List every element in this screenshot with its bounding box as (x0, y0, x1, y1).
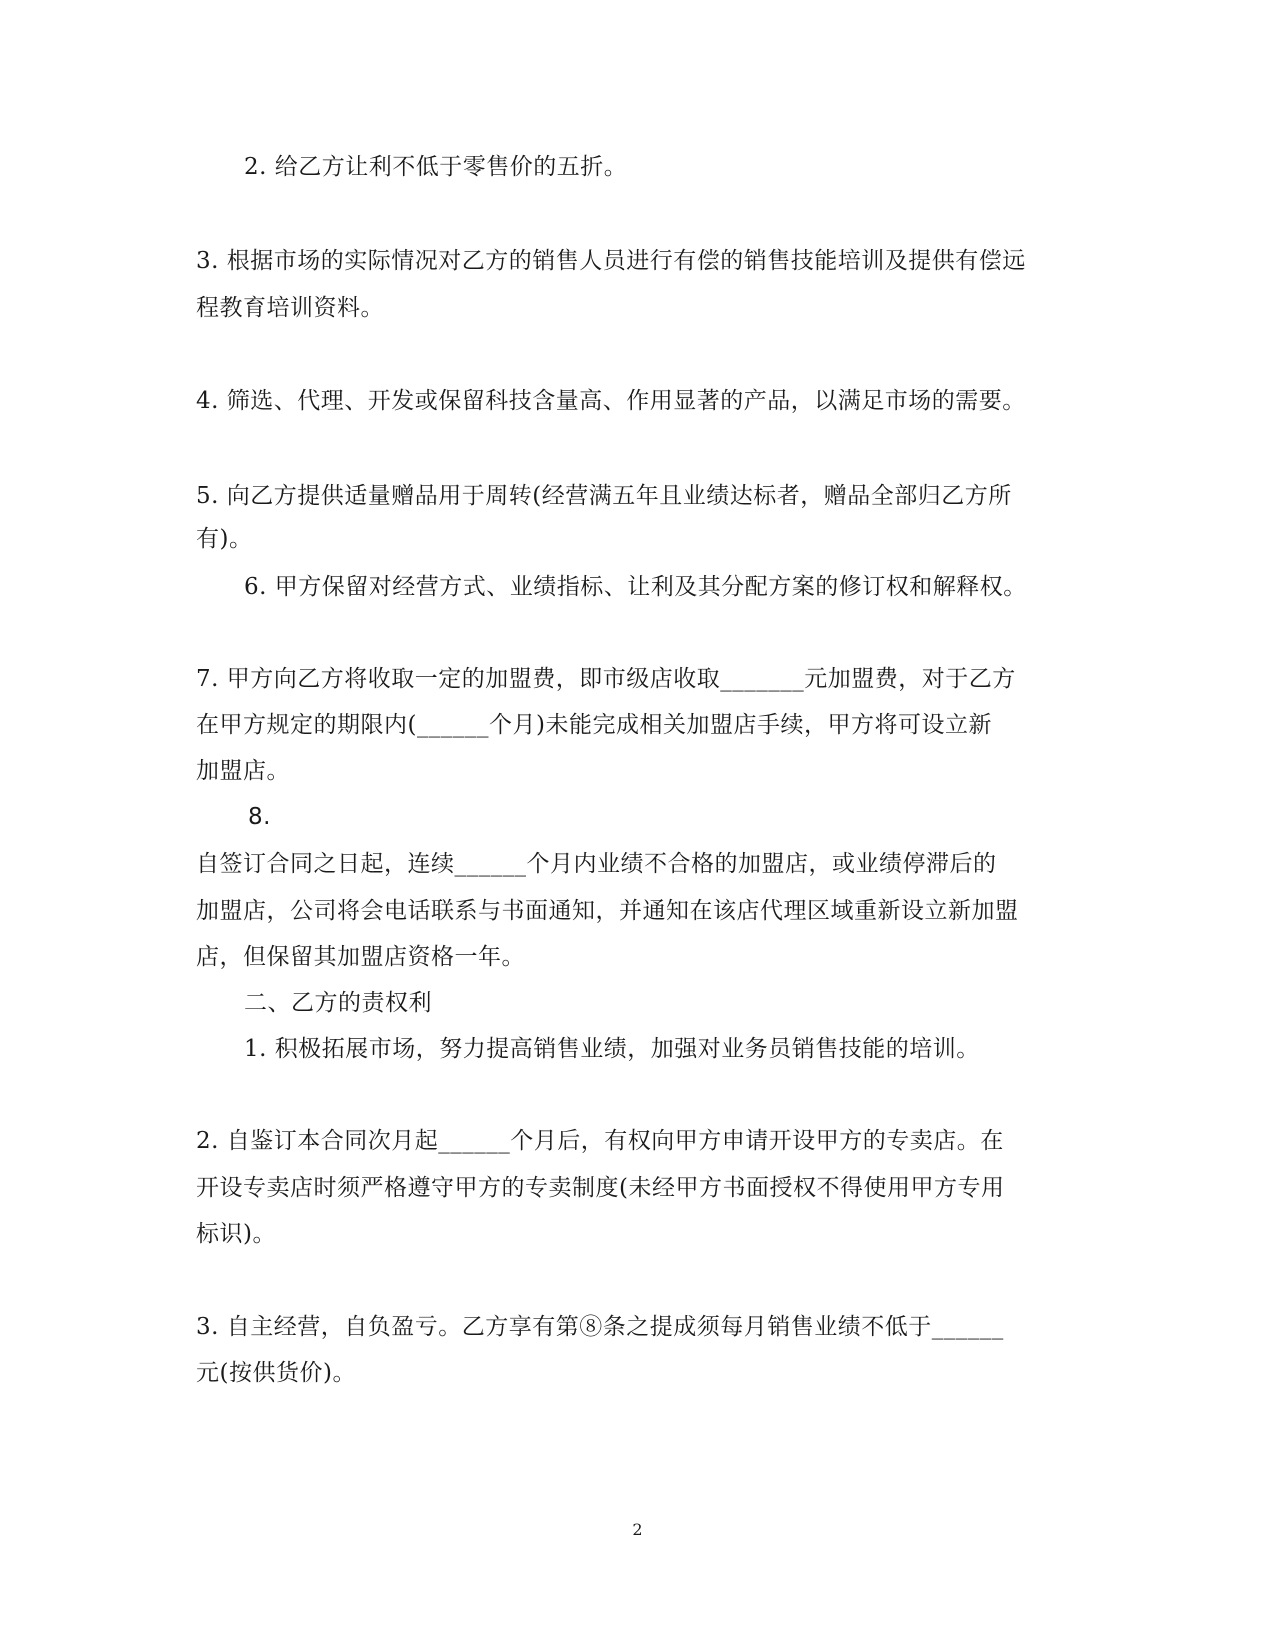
paragraph-line: 店，但保留其加盟店资格一年。 (196, 944, 525, 970)
item-number: 8. (248, 804, 271, 830)
paragraph-line: 7. 甲方向乙方将收取一定的加盟费，即市级店收取_______元加盟费，对于乙方 (196, 666, 1016, 692)
paragraph-line: 4. 筛选、代理、开发或保留科技含量高、作用显著的产品，以满足市场的需要。 (196, 388, 1026, 414)
paragraph-line: 元(按供货价)。 (196, 1360, 356, 1386)
page-number: 2 (632, 1520, 643, 1539)
paragraph-line: 6. 甲方保留对经营方式、业绩指标、让利及其分配方案的修订权和解释权。 (244, 574, 1027, 600)
paragraph-line: 标识)。 (196, 1221, 276, 1247)
paragraph-line: 3. 自主经营，自负盈亏。乙方享有第⑧条之提成须每月销售业绩不低于______ (196, 1314, 1004, 1340)
paragraph-line: 程教育培训资料。 (196, 295, 384, 321)
paragraph-line: 在甲方规定的期限内(______个月)未能完成相关加盟店手续，甲方将可设立新 (196, 712, 992, 738)
paragraph-line: 5. 向乙方提供适量赠品用于周转(经营满五年且业绩达标者，赠品全部归乙方所 (196, 483, 1012, 509)
paragraph-line: 加盟店，公司将会电话联系与书面通知，并通知在该店代理区域重新设立新加盟 (196, 898, 1019, 924)
paragraph-line: 2. 给乙方让利不低于零售价的五折。 (244, 154, 628, 180)
paragraph-line: 有)。 (196, 526, 253, 552)
paragraph-line: 1. 积极拓展市场，努力提高销售业绩，加强对业务员销售技能的培训。 (244, 1036, 980, 1062)
paragraph-line: 开设专卖店时须严格遵守甲方的专卖制度(未经甲方书面授权不得使用甲方专用 (196, 1175, 1005, 1201)
paragraph-line: 3. 根据市场的实际情况对乙方的销售人员进行有偿的销售技能培训及提供有偿远 (196, 248, 1026, 274)
paragraph-line: 自签订合同之日起，连续______个月内业绩不合格的加盟店，或业绩停滞后的 (196, 851, 997, 877)
section-heading: 二、乙方的责权利 (244, 990, 432, 1016)
paragraph-line: 加盟店。 (196, 758, 290, 784)
paragraph-line: 2. 自鉴订本合同次月起______个月后，有权向甲方申请开设甲方的专卖店。在 (196, 1128, 1004, 1154)
